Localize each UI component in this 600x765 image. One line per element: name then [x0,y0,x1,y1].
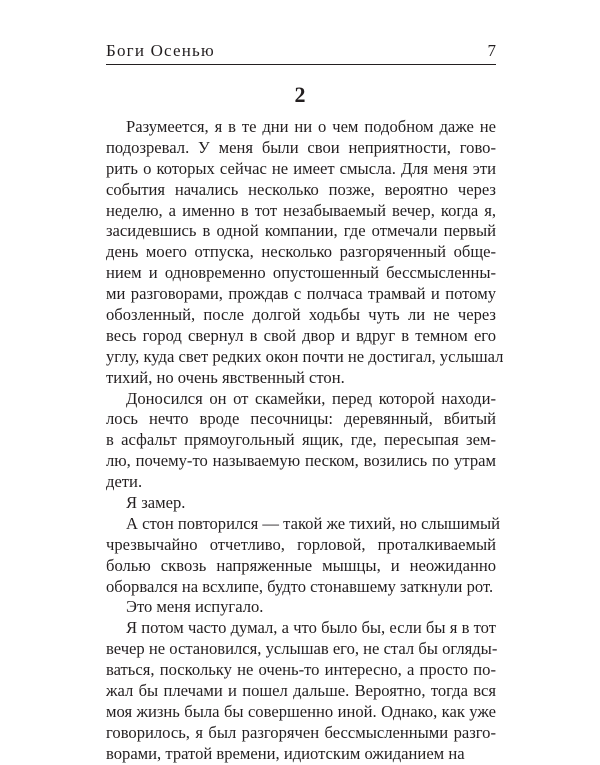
text-line: неделю, а именно в тот незабываемый вечер, когда я, [106,200,496,220]
text-line: Доносился он от скамейки, перед которой находи- [126,388,496,408]
text-line: ваться, поскольку не очень-то интересно, а просто по- [106,660,496,680]
text-line: вечер не остановился, услышав его, не стал бы огляды- [106,639,498,659]
text-line: подозревал. У меня были свои неприятности, гово- [106,137,496,157]
text-line: Разумеется, я в те дни ни о чем подобном даже не [126,117,496,136]
text-line: болью сквозь напряженные мышцы, и неожиданно [106,555,496,575]
running-header [106,38,496,65]
text-line: день моего отпуска, несколько разгоряченный обще- [106,242,496,262]
text-line: жал бы плечами и пошел дальше. Вероятно, тогда вся [106,681,496,701]
text-line: лю, почему-то называемую песком, возились по утрам [106,451,496,471]
paragraph [106,618,496,764]
text-line: лось нечто вроде песочницы: деревянный, вбитый [106,409,496,429]
text-line: оборвался на всхлипе, будто стонавшему заткнули рот. [106,576,494,596]
chapter-number: 2 [294,82,306,107]
text-line: события начались несколько позже, вероятно через [106,179,496,199]
text-line: Я потом часто думал, а что было бы, если бы я в тот [126,618,496,638]
paragraph [106,117,504,389]
body-text [106,117,504,765]
text-line: рить о которых сейчас не имеет смысла. Для меня эти [106,158,496,178]
text-line: А стон повторился — такой же тихий, но слышимый [126,513,501,533]
paragraph [106,597,496,618]
text-line: ми разговорами, прождав с полчаса трамвай и потому [106,284,496,304]
text-line: нием и одновременно опустошенный бессмысленны- [106,263,496,283]
text-line: в асфальт прямоугольный ящик, где, пересыпая зем- [106,430,496,450]
text-line: тихий, но очень явственный стон. [106,367,345,387]
text-line: весь город свернул в свой двор и вдруг в темном его [106,325,496,345]
text-line: Это меня испугало. [126,597,264,617]
text-line: засидевшись в одной компании, где отмечали первый [106,221,496,241]
text-line: моя жизнь была бы совершенно иной. Однако, как уже [106,701,496,721]
paragraph [106,493,496,514]
text-line: говорилось, я был разгорячен бессмысленными разго- [106,722,496,742]
text-line: дети. [106,472,143,492]
book-title: Боги Осенью [106,41,215,60]
text-line: Я замер. [126,493,186,513]
page-number: 7 [487,41,496,60]
text-line: ворами, тратой времени, идиотским ожиданием на [106,743,465,763]
paragraph [106,389,496,493]
text-line: чрезвычайно отчетливо, горловой, проталкиваемый [106,534,496,554]
text-line: обозленный, после долгой ходьбы чуть ли не через [106,305,496,325]
paragraph [106,513,501,598]
text-line: углу, куда свет редких окон почти не достигал, услышал [106,346,504,366]
